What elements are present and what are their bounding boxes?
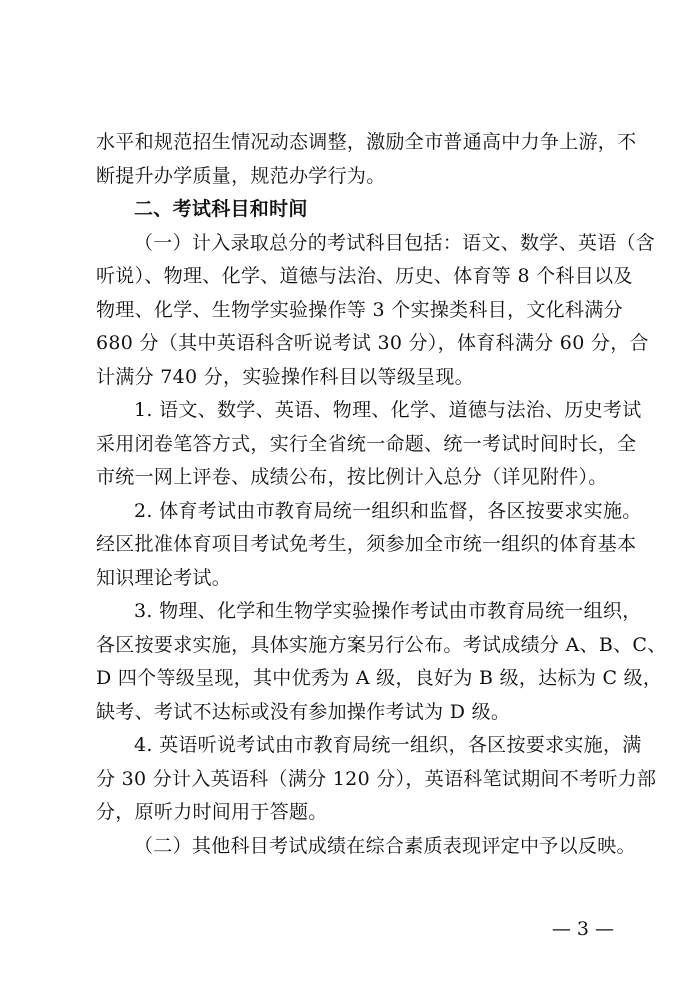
text-line: 分 30 分计入英语科（满分 120 分），英语科笔试期间不考听力部	[96, 767, 657, 790]
text-line: 680 分（其中英语科含听说考试 30 分），体育科满分 60 分，合	[96, 332, 649, 354]
text-line: 听说）、物理、化学、道德与法治、历史、体育等 8 个科目以及	[96, 265, 633, 287]
text-line: 分，原听力时间用于答题。	[96, 801, 328, 823]
text-line: 计满分 740 分，实验操作科目以等级呈现。	[96, 365, 474, 388]
page-number: — 3 —	[551, 918, 614, 940]
text-line: 经区批准体育项目考试免考生，须参加全市统一组织的体育基本	[96, 533, 637, 555]
document-body	[96, 126, 667, 863]
text-line: 2. 体育考试由市教育局统一组织和监督，各区按要求实施。	[134, 499, 642, 522]
text-line: 物理、化学、生物学实验操作等 3 个实操类科目，文化科满分	[96, 298, 623, 321]
text-line: 缺考、考试不达标或没有参加操作考试为 D 级。	[96, 700, 511, 723]
text-line: 市统一网上评卷、成绩公布，按比例计入总分（详见附件）。	[96, 466, 608, 488]
text-line: 3. 物理、化学和生物学实验操作考试由市教育局统一组织，	[134, 600, 642, 622]
text-line: 4. 英语听说考试由市教育局统一组织，各区按要求实施，满	[134, 734, 642, 756]
text-line: 水平和规范招生情况动态调整，激励全市普通高中力争上游，不	[96, 131, 637, 153]
text-line: （二）其他科目考试成绩在综合素质表现评定中予以反映。	[134, 834, 636, 857]
text-line: 知识理论考试。	[96, 566, 232, 589]
section-heading: 二、考试科目和时间	[134, 198, 308, 220]
text-line: 1. 语文、数学、英语、物理、化学、道德与法治、历史考试	[134, 399, 642, 421]
text-line: 采用闭卷笔答方式，实行全省统一命题、统一考试时间时长，全	[96, 432, 637, 455]
text-line: 断提升办学质量，规范办学行为。	[96, 164, 386, 187]
text-line: 各区按要求实施，具体实施方案另行公布。考试成绩分 A、B、C、	[96, 633, 667, 656]
text-line: （一）计入录取总分的考试科目包括：语文、数学、英语（含	[134, 231, 656, 254]
text-line: D 四个等级呈现，其中优秀为 A 级，良好为 B 级，达标为 C 级，	[96, 667, 663, 689]
